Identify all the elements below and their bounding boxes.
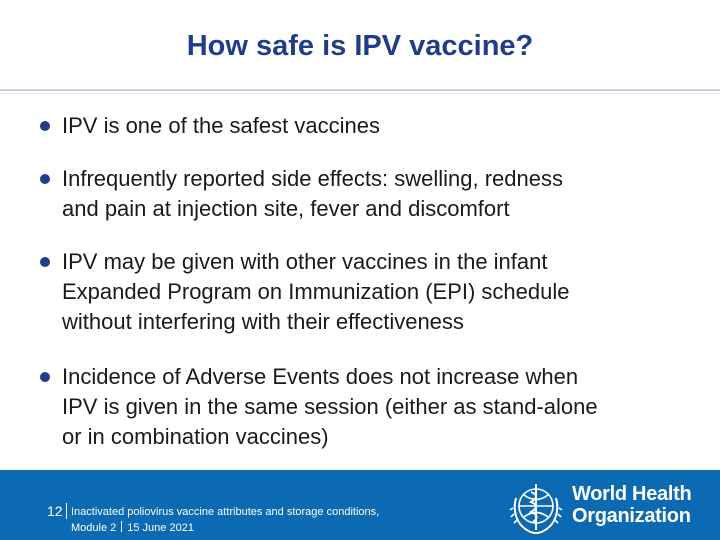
bullet-text (62, 362, 692, 452)
footer-separator (66, 503, 67, 519)
page-number: 12 (47, 503, 63, 519)
org-name-line2: Organization (572, 505, 691, 527)
bullet-line: IPV is given in the same session (either as stand-alone (62, 394, 598, 419)
bullet-line: and pain at injection site, fever and discomfort (62, 196, 510, 221)
slide-title: How safe is IPV vaccine? (186, 30, 534, 62)
bullet-line: Incidence of Adverse Events does not increase when (62, 364, 579, 389)
bullet-line: Infrequently reported side effects: swelling, redness (62, 166, 563, 191)
title-divider (0, 89, 720, 91)
title-divider-shadow (0, 93, 720, 94)
bullet-dot-icon (40, 174, 50, 184)
bullet-text (62, 111, 692, 141)
bullet-line: or in combination vaccines) (62, 424, 329, 449)
org-name-line1: World Health (572, 483, 692, 505)
footer-title: Inactivated poliovirus vaccine attributes and storage conditions, (71, 506, 380, 518)
who-emblem-icon (506, 478, 566, 538)
bullet-text (62, 247, 692, 337)
footer-date: 15 June 2021 (127, 522, 194, 534)
bullet-text (62, 164, 692, 224)
bullet-dot-icon (40, 257, 50, 267)
bullet-dot-icon (40, 121, 50, 131)
bullet-line: IPV may be given with other vaccines in the infant (62, 249, 548, 274)
bullet-line: Expanded Program on Immunization (EPI) schedule (62, 279, 570, 304)
bullet-dot-icon (40, 372, 50, 382)
bullet-line: IPV is one of the safest vaccines (62, 113, 380, 138)
footer-module: Module 2 (71, 522, 117, 534)
footer-subtitle (71, 521, 194, 534)
bullet-line: without interfering with their effectiveness (62, 309, 464, 334)
footer-divider (121, 521, 122, 532)
